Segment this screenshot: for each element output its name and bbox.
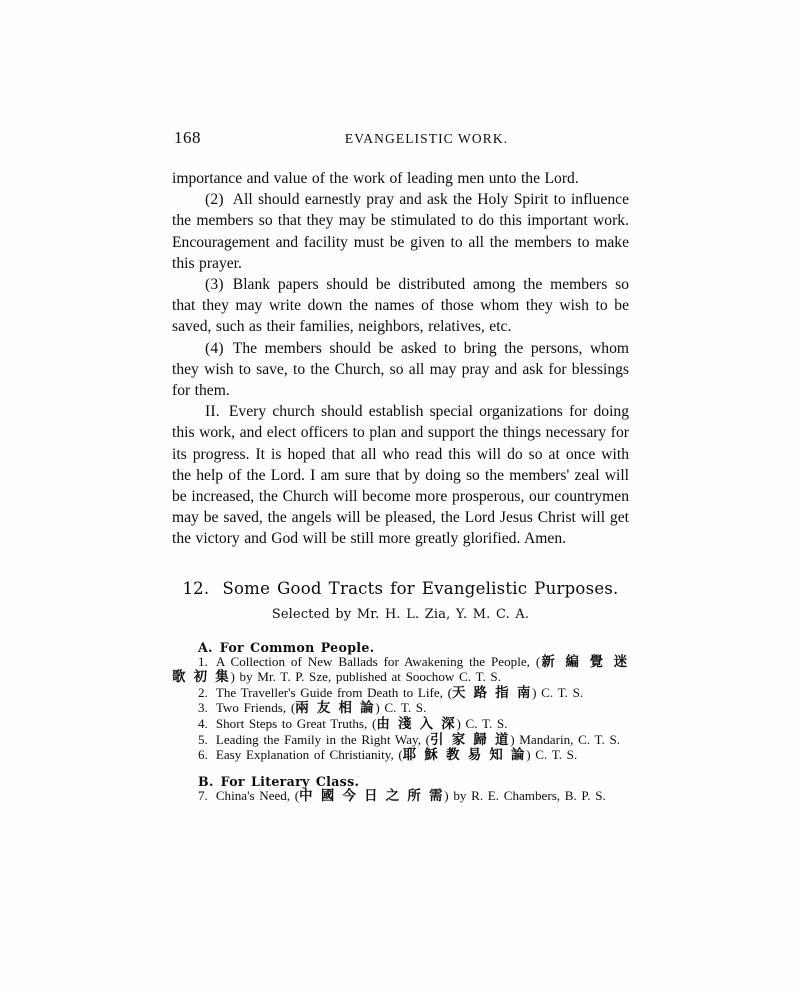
list-item (172, 733, 629, 749)
paragraph-4-text: The members should be asked to bring the persons, whom they wish to save, to the Church, so all may pray and ask for blessings for them. (172, 339, 629, 400)
paragraph-3-text: Blank papers should be distributed among the members so that they may write down the names of those whom they wish to be saved, such as their families, neighbors, relatives, etc. (172, 276, 629, 336)
list-item (172, 748, 629, 764)
paragraph-2-number: (2) (205, 191, 224, 209)
entry-text-before: Two Friends, ( (215, 700, 296, 716)
group-heading-b (198, 774, 629, 789)
entry-text-before: Short Steps to Great Truths, ( (215, 716, 377, 732)
paragraph-3 (172, 274, 629, 338)
entry-number: 1. (198, 653, 208, 669)
entry-chinese-title: 引 家 歸 道 (430, 732, 511, 748)
entry-chinese-title: 由 淺 入 深 (376, 717, 457, 733)
running-head: EVANGELISTIC WORK. (344, 131, 509, 146)
section-title (172, 579, 629, 598)
page-content (172, 128, 629, 804)
list-item (172, 717, 629, 733)
entry-text-after: ) C. T. S. (532, 684, 584, 700)
paragraph-roman-2-number: II. (205, 403, 220, 421)
paragraph-2 (172, 189, 629, 274)
group-heading-a (198, 640, 629, 655)
entry-text-after: ) C. T. S. (375, 700, 427, 716)
paragraph-3-number: (3) (205, 276, 224, 294)
body-text (172, 168, 629, 550)
entry-number: 5. (198, 731, 208, 747)
section-title-text: Some Good Tracts for Evangelistic Purposes. (222, 578, 619, 598)
list-item (172, 789, 629, 805)
entry-text-after: ) C. T. S. (456, 716, 508, 732)
entry-text-before: The Traveller's Guide from Death to Life, ( (215, 684, 452, 700)
entry-number: 6. (198, 747, 208, 763)
entry-number: 4. (198, 716, 208, 732)
group-letter-b: B. (198, 773, 214, 789)
paragraph-continued: importance and value of the work of leading men unto the Lord. (172, 170, 579, 187)
paragraph-2-text: All should earnestly pray and ask the Holy Spirit to influence the members so that they may be stimulated to do this important work. Encouragement and facility must be given to all the members to make this prayer. (172, 191, 629, 272)
page-number: 168 (174, 128, 201, 147)
entry-number: 3. (198, 700, 208, 716)
section-heading-block (172, 579, 629, 622)
paragraph-4-number: (4) (205, 339, 224, 357)
group-label-b: For Literary Class. (220, 773, 360, 789)
group-letter-a: A. (198, 639, 213, 655)
entry-text-before: Easy Explanation of Christianity, ( (215, 747, 403, 763)
entry-text-after: ) Mandarin, C. T. S. (510, 731, 621, 747)
entry-number: 2. (198, 684, 208, 700)
entry-text-after: ) C. T. S. (526, 747, 578, 763)
entry-text-after: ) by R. E. Chambers, B. P. S. (444, 787, 606, 803)
entry-text-before: China's Need, ( (215, 787, 300, 803)
entry-chinese-title: 耶 穌 教 易 知 論 (402, 748, 527, 764)
entry-text-before: Leading the Family in the Right Way, ( (215, 731, 431, 747)
entry-text-after: ) by Mr. T. P. Sze, published at Soochow C. T. S. (230, 669, 501, 685)
list-item (172, 701, 629, 717)
entry-text-before: A Collection of New Ballads for Awakening the People, ( (215, 653, 541, 669)
section-byline: Selected by Mr. H. L. Zia, Y. M. C. A. (271, 606, 530, 622)
tract-list (172, 636, 629, 805)
entry-chinese-title: 天 路 指 南 (451, 685, 533, 701)
section-number: 12. (182, 578, 210, 598)
list-item (172, 655, 629, 686)
entry-number: 7. (198, 787, 208, 803)
paragraph-4 (172, 338, 629, 402)
entry-chinese-title: 新 編 覺 迷 歌 初 集 (172, 654, 629, 686)
paragraph-roman-2-text: Every church should establish special organizations for doing this work, and elect officers to plan and support the things necessary for its progress. It is hoped that all who read this will do so at once with the help of the Lord. I am sure that by doing so the members' zeal will be increased, the Church will become more prosperous, our countrymen may be saved, the angels will be pleased, the Lord Jesus Christ will get the victory and God will be still more greatly glorified. Amen. (172, 403, 629, 548)
paragraph-roman-2 (172, 401, 629, 549)
entry-chinese-title: 中 國 今 日 之 所 需 (299, 788, 445, 804)
entry-chinese-title: 兩 友 相 論 (295, 701, 376, 717)
group-label-a: For Common People. (219, 639, 375, 655)
page-header (172, 128, 629, 154)
